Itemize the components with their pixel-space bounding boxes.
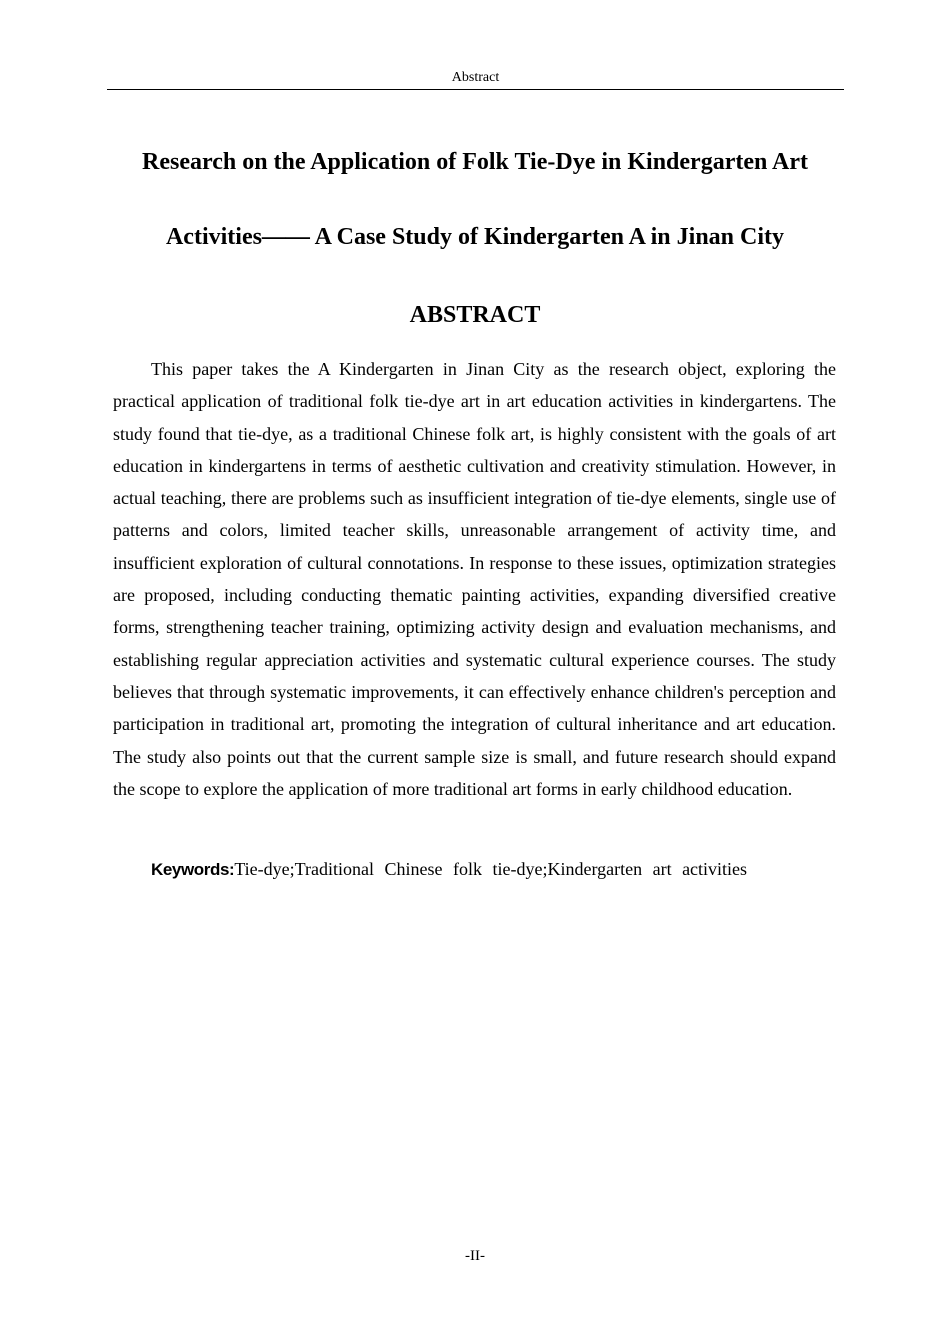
page-number: -II- (465, 1248, 485, 1264)
keywords-line (151, 855, 841, 884)
header-divider (107, 89, 844, 90)
abstract-heading: ABSTRACT (409, 302, 541, 328)
running-header: Abstract (451, 70, 500, 85)
keywords-text: Tie-dye;Traditional Chinese folk tie-dye;Kindergarten art activities (234, 859, 748, 879)
paper-title-line-1: Research on the Application of Folk Tie-Dye in Kindergarten Art (142, 149, 808, 175)
keywords-label: Keywords: (151, 860, 235, 879)
paper-title-line-2: Activities—— A Case Study of Kindergarten A in Jinan City (165, 224, 785, 250)
abstract-body: This paper takes the A Kindergarten in Jinan City as the research object, exploring the practical application of traditional folk tie-dye art in art education activities in kindergartens. The study found that tie-dye, as a traditional Chinese folk art, is highly consistent with the goals of art education in kindergartens in terms of aesthetic cultivation and creativity stimulation. However, in actual teaching, there are problems such as insufficient integration of tie-dye elements, single use of patterns and colors, limited teacher skills, unreasonable arrangement of activity time, and insufficient exploration of cultural connotations. In response to these issues, optimization strategies are proposed, including conducting thematic painting activities, expanding diversified creative forms, strengthening teacher training, optimizing activity design and evaluation mechanisms, and establishing regular appreciation activities and systematic cultural experience courses. The study believes that through systematic improvements, it can effectively enhance children's perception and participation in traditional art, promoting the integration of cultural inheritance and art education. The study also points out that the current sample size is small, and future research should expand the scope to explore the application of more traditional art forms in early childhood education. (113, 359, 836, 799)
